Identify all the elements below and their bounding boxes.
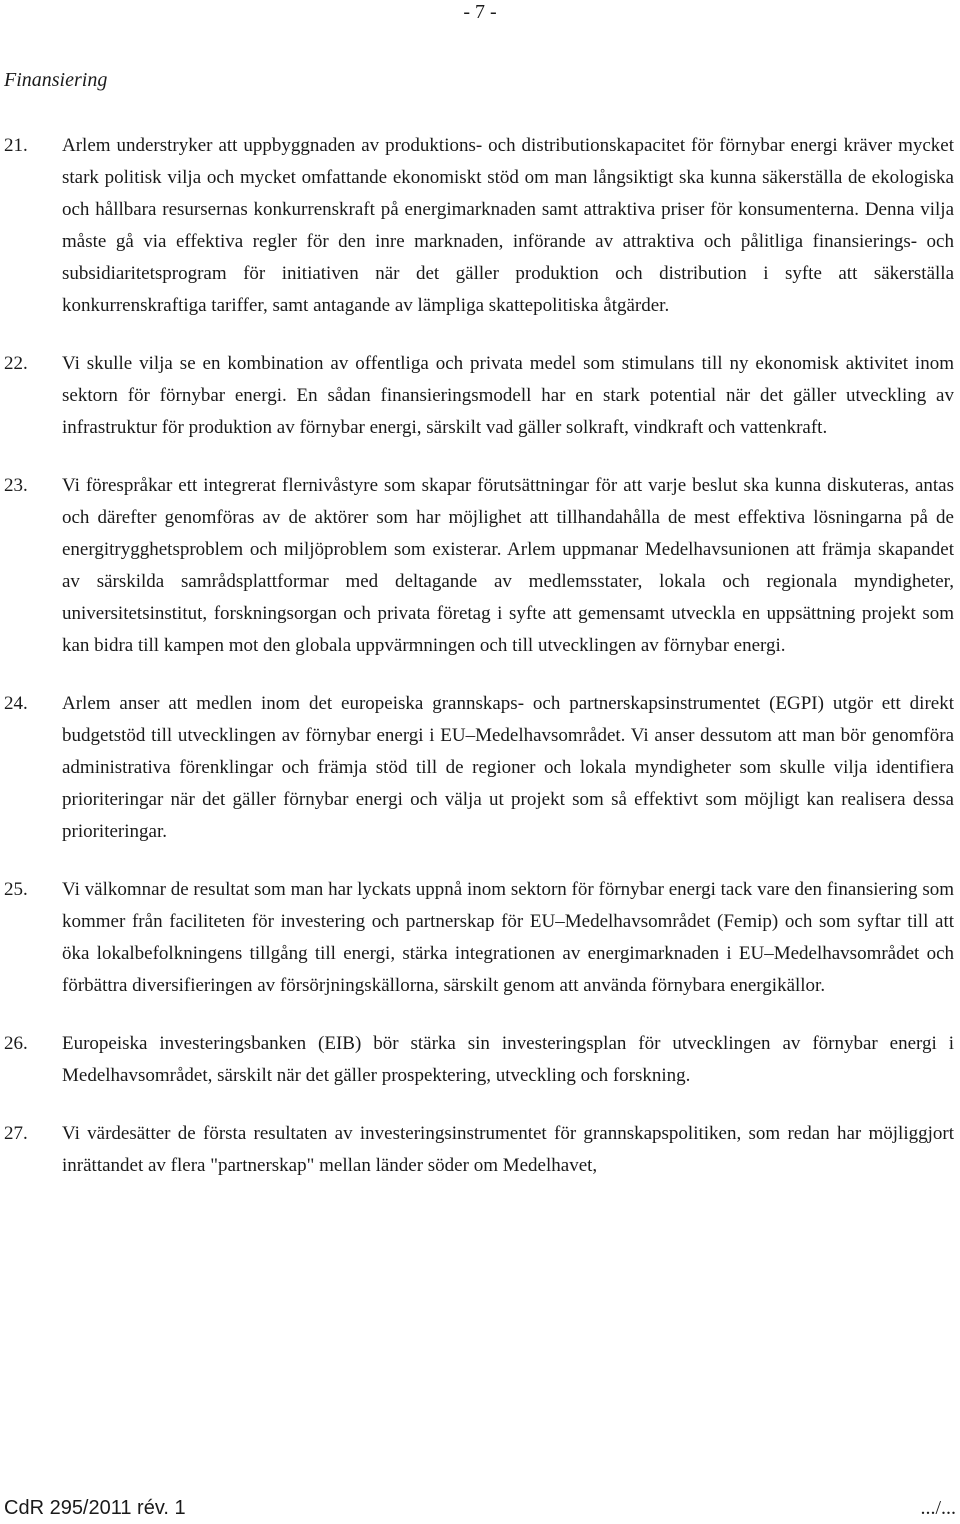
paragraph-text: Arlem anser att medlen inom det europeiska grannskaps- och partnerskapsinstrumentet (EGPI) utgör ett direkt budgetstöd till utvecklingen av förnybar energi i EU–Medelhavsområdet. Vi anser dessutom att man bör genomföra administrativa förenklingar och främja stöd till de regioner och lokala myndigheter som skulle vilja identifiera prioriteringar när det gäller förnybar energi och välja ut projekt som så effektivt som möjligt kan realisera dessa prioriteringar. (62, 693, 954, 842)
page-number: - 7 - (463, 1, 497, 23)
section-heading: Finansiering (4, 69, 108, 91)
paragraph-text: Vi förespråkar ett integrerat flernivåstyre som skapar förutsättningar för att varje beslut ska kunna diskuteras, antas och därefter genomföras av de aktörer som har möjlighet att tillhandahålla de mest effektiva lösningarna på de energitrygghetsproblem och miljöproblem som existerar. Arlem uppmanar Medelhavsunionen att främja skapandet av särskilda samrådsplattformar med deltagande av medlemsstater, lokala och regionala myndigheter, universitetsinstitut, forskningsorgan och privata företag i syfte att gemensamt utveckla en uppsättning projekt som kan bidra till kampen mot den globala uppvärmningen och till utvecklingen av förnybar energi. (62, 475, 954, 656)
paragraph-number: 25. (4, 879, 28, 900)
paragraph-25 (4, 874, 954, 1002)
paragraph-number: 27. (4, 1123, 28, 1144)
paragraph-number: 26. (4, 1033, 28, 1054)
paragraph-22 (4, 348, 954, 444)
paragraph-text: Vi skulle vilja se en kombination av offentliga och privata medel som stimulans till ny ekonomisk aktivitet inom sektorn för förnybar energi. En sådan finansieringsmodell har en stark potential när det gäller utveckling av infrastruktur för produktion av förnybar energi, särskilt vad gäller solkraft, vindkraft och vattenkraft. (62, 353, 954, 438)
paragraph-number: 21. (4, 135, 28, 156)
paragraph-list (4, 130, 954, 1208)
paragraph-text: Vi värdesätter de första resultaten av investeringsinstrumentet för grannskapspolitiken, som redan har möjliggjort inrättandet av flera "partnerskap" mellan länder söder om Medelhavet, (62, 1123, 954, 1176)
paragraph-text: Vi välkomnar de resultat som man har lyckats uppnå inom sektorn för förnybar energi tack vare den finansiering som kommer från faciliteten för investering och partnerskap för EU–Medelhavsområdet (Femip) och som syftar till att öka lokalbefolkningens tillgång till energi, stärka integrationen av energimarknaden i EU–Medelhavsområdet och förbättra diversifieringen av försörjningskällorna, särskilt genom att använda förnybara energikällor. (62, 879, 954, 996)
continuation-marker: .../... (920, 1497, 956, 1519)
paragraph-text: Europeiska investeringsbanken (EIB) bör stärka sin investeringsplan för utvecklingen av förnybar energi i Medelhavsområdet, särskilt när det gäller prospektering, utveckling och forskning. (62, 1033, 954, 1086)
document-reference: CdR 295/2011 rév. 1 (4, 1497, 186, 1519)
paragraph-number: 24. (4, 693, 28, 714)
paragraph-27 (4, 1118, 954, 1182)
paragraph-number: 23. (4, 475, 28, 496)
paragraph-21 (4, 130, 954, 322)
paragraph-26 (4, 1028, 954, 1092)
paragraph-text: Arlem understryker att uppbyggnaden av produktions- och distributionskapacitet för förnybar energi kräver mycket stark politisk vilja och mycket omfattande ekonomiskt stöd om man långsiktigt ska kunna säkerställa de ekologiska och hållbara resursernas konkurrenskraft på energimarknaden samt attraktiva priser för konsumenterna. Denna vilja måste gå via effektiva regler för den inre marknaden, införande av attraktiva och pålitliga finansierings- och subsidiaritetsprogram för initiativen när det gäller produktion och distribution i syfte att säkerställa konkurrenskraftiga tariffer, samt antagande av lämpliga skattepolitiska åtgärder. (62, 135, 954, 316)
paragraph-number: 22. (4, 353, 28, 374)
paragraph-23 (4, 470, 954, 662)
paragraph-24 (4, 688, 954, 848)
